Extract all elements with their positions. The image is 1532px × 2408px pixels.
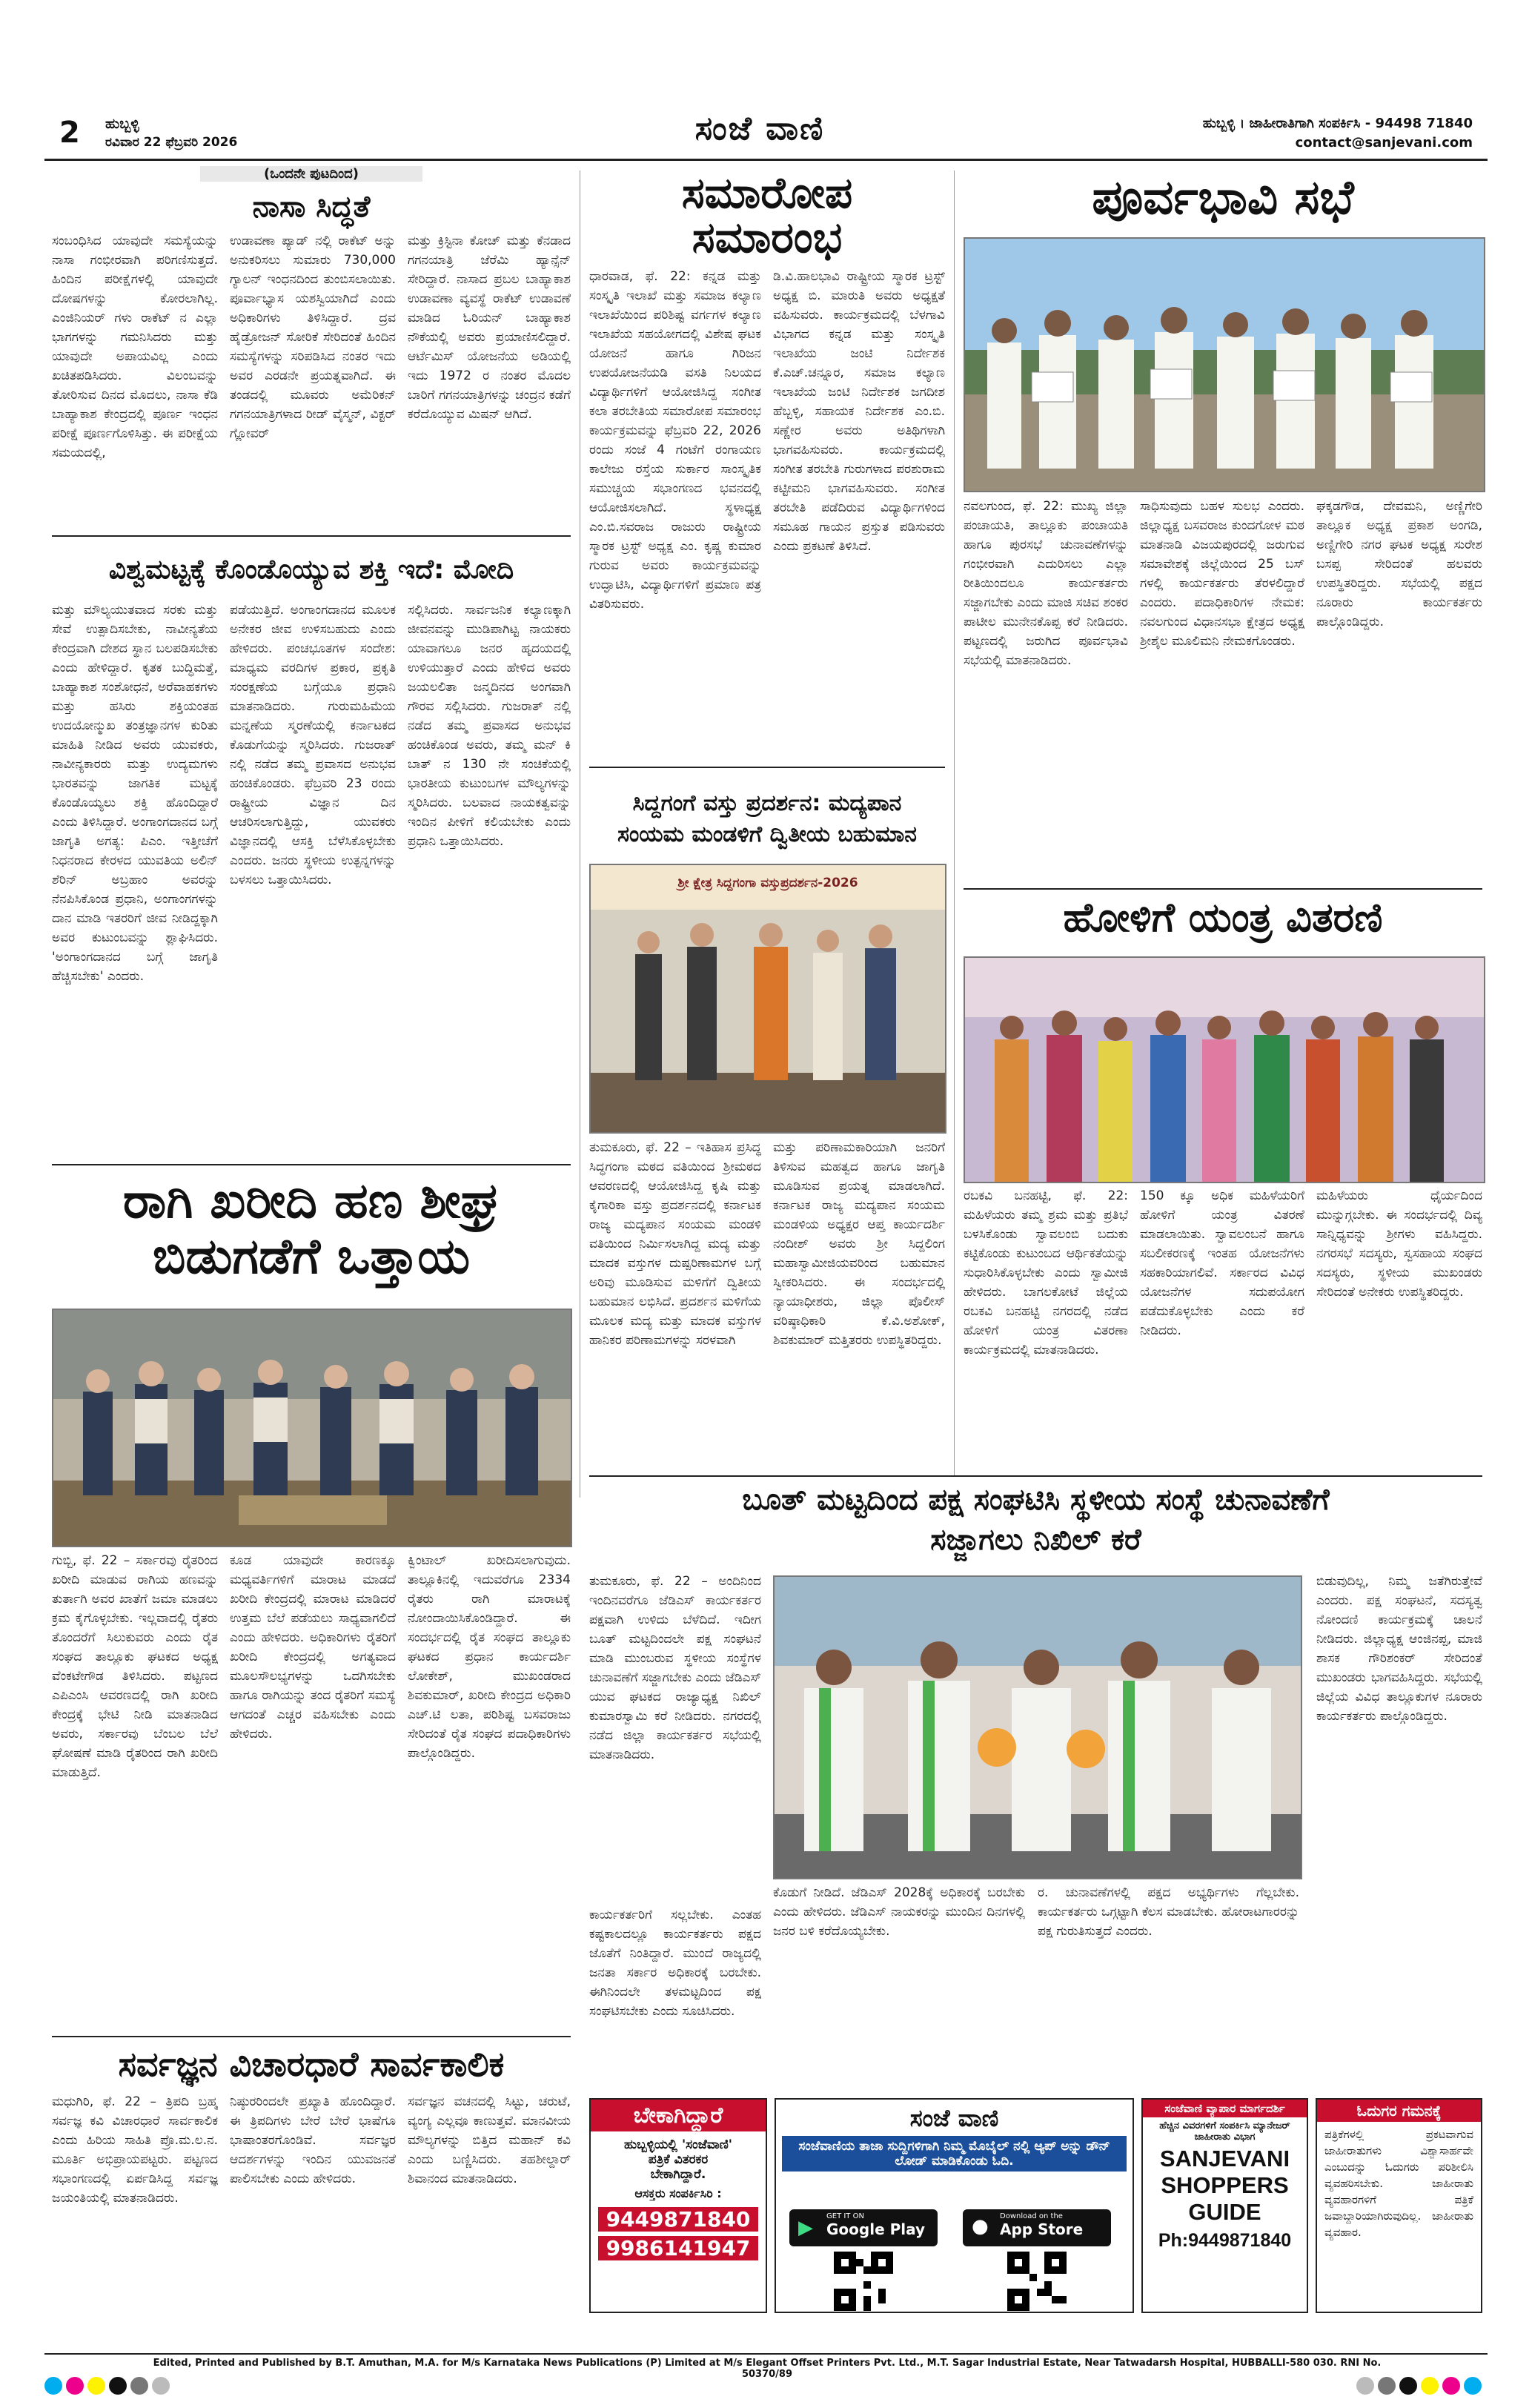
purvabhavi-col-1: ನವಲಗುಂದ, ಫೆ. 22: ಮುಖ್ಯ ಜಿಲ್ಲಾ ಪಂಚಾಯತಿ, ತಾಲ್ಲೂಕು ಪಂಚಾಯತಿ ಹಾಗೂ ಪುರಸಭೆ ಚುನಾವಣೆಗಳನ್ನು ಗಂಭೀರವಾಗಿ ಎದುರಿಸಲು ಎಲ್ಲಾ ರೀತಿಯಿಂದಲೂ ಕಾರ್ಯಕರ್ತರು ಸಜ್ಜಾಗಬೇಕು ಎಂದು ಮಾಜಿ ಸಚಿವ ಶಂಕರ ಪಾಟೀಲ ಮುನೇನಕೊಪ್ಪ ಕರೆ ನೀಡಿದರು. ಪಟ್ಟಣದಲ್ಲಿ ಜರುಗಿದ ಪೂರ್ವಭಾವಿ ಸಭೆಯಲ್ಲಿ ಮಾತನಾಡಿದರು.	[964, 499, 1128, 668]
google-play-label: Google Play	[826, 2220, 926, 2238]
ad-guide-phone[interactable]: Ph:9449871840	[1158, 2230, 1292, 2251]
holige-col-3: ಮಹಿಳೆಯರು ಧೈರ್ಯದಿಂದ ಮುನ್ನುಗ್ಗಬೇಕು. ಈ ಸಂದರ್ಭದಲ್ಲಿ ದಿವ್ಯ ಸಾನ್ನಿಧ್ಯವನ್ನು ಶ್ರೀಗಳು ವಹಿಸಿದ್ದರು. ನಗರಸಭೆ ಸದಸ್ಯರು, ಸ್ವಸಹಾಯ ಸಂಘದ ಸದಸ್ಯರು, ಸ್ಥಳೀಯ ಮುಖಂಡರು ಸೇರಿದಂತೆ ಅನೇಕರು ಉಪಸ್ಥಿತರಿದ್ದರು.	[1316, 1188, 1482, 1300]
nasa-col-1: ಸಂಬಂಧಿಸಿದ ಯಾವುದೇ ಸಮಸ್ಯೆಯನ್ನು ನಾಸಾ ಗಂಭೀರವಾಗಿ ಪರಿಗಣಿಸುತ್ತದೆ. ಹಿಂದಿನ ಪರೀಕ್ಷೆಗಳಲ್ಲಿ ಯಾವುದೇ ದೋಷಗಳನ್ನು ಕೋರಲಾಗಿಲ್ಲ. ಎಂಜಿನಿಯರ್ ಗಳು ರಾಕೆಟ್ ನ ಎಲ್ಲಾ ಭಾಗಗಳನ್ನು ಗಮನಿಸಿದರು ಮತ್ತು ಯಾವುದೇ ಅಪಾಯವಿಲ್ಲ ಎಂದು ಖಚಿತಪಡಿಸಿದರು. ವಿಲಂಬವನ್ನು ತೋರಿಸುವ ದಿನದ ಮೊದಲು, ನಾಸಾ ಕೆಡಿ ಬಾಹ್ಯಾಕಾಶ ಕೇಂದ್ರದಲ್ಲಿ ಪೂರ್ಣ ಇಂಧನ ಪರೀಕ್ಷೆ ಪೂರ್ಣಗೊಳಿಸಿತ್ತು. ಈ ಪರೀಕ್ಷೆಯ ಸಮಯದಲ್ಲಿ,	[52, 234, 218, 460]
modi-col-1: ಮತ್ತು ಮೌಲ್ಯಯುತವಾದ ಸರಕು ಮತ್ತು ಸೇವೆ ಉತ್ಪಾದಿಸಬೇಕು, ನಾವೀನ್ಯತೆಯ ಕೇಂದ್ರವಾಗಿ ದೇಶದ ಸ್ಥಾನ ಬಲಪಡಿಸಬೇಕು ಎಂದು ಹೇಳಿದ್ದಾರೆ. ಕೃತಕ ಬುದ್ಧಿಮತ್ತೆ, ಬಾಹ್ಯಾಕಾಶ ಸಂಶೋಧನೆ, ಅರೆವಾಹಕಗಳು ಮತ್ತು ಹಸಿರು ಶಕ್ತಿಯಂತಹ ಉದಯೋನ್ಮುಖ ತಂತ್ರಜ್ಞಾನಗಳ ಕುರಿತು ಮಾಹಿತಿ ನೀಡಿದ ಅವರು ಯುವಕರು, ನಾವೀನ್ಯಕಾರರು ಮತ್ತು ಉದ್ಯಮಗಳು ಭಾರತವನ್ನು ಜಾಗತಿಕ ಮಟ್ಟಕ್ಕೆ ಕೊಂಡೊಯ್ಯಲು ಶಕ್ತಿ ಹೊಂದಿದ್ದಾರೆ ಎಂದು ತಿಳಿಸಿದ್ದಾರೆ. ಅಂಗಾಂಗದಾನದ ಬಗ್ಗೆ ಜಾಗೃತಿ ಅಗತ್ಯ: ಪಿಎಂ. ಇತ್ತೀಚೆಗೆ ನಿಧನರಾದ ಕೇರಳದ ಯುವತಿಯ ಅಲಿನ್ ಶೆರಿನ್ ಅಬ್ರಹಾಂ ಅವರನ್ನು ನೆನಪಿಸಿಕೊಂಡ ಪ್ರಧಾನಿ, ಅಂಗಾಂಗಗಳನ್ನು ದಾನ ಮಾಡಿ ಇತರರಿಗೆ ಜೀವ ನೀಡಿದ್ದಕ್ಕಾಗಿ ಅವರ ಕುಟುಂಬವನ್ನು ಶ್ಲಾಘಿಸಿದರು. 'ಅಂಗಾಂಗದಾನದ ಬಗ್ಗೆ ಜಾಗೃತಿ ಹೆಚ್ಚಿಸಬೇಕು' ಎಂದರು.	[52, 603, 218, 984]
nasa-col-3: ಮತ್ತು ಕ್ರಿಸ್ಟಿನಾ ಕೋಚ್ ಮತ್ತು ಕೆನಡಾದ ಗಗನಯಾತ್ರಿ ಜೆರೆಮಿ ಹ್ಯಾನ್ಸೆನ್ ಸೇರಿದ್ದಾರೆ. ನಾಸಾದ ಪ್ರಬಲ ಬಾಹ್ಯಾಕಾಶ ಉಡಾವಣಾ ವ್ಯವಸ್ಥೆ ರಾಕೆಟ್ ಉಡಾವಣೆ ಮಾಡಿದ ಓರಿಯನ್ ಬಾಹ್ಯಾಕಾಶ ನೌಕೆಯಲ್ಲಿ ಅವರು ಪ್ರಯಾಣಿಸಲಿದ್ದಾರೆ. ಆರ್ಟೆಮಿಸ್ ಯೋಜನೆಯ ಅಡಿಯಲ್ಲಿ ಇದು 1972 ರ ನಂತರ ಮೊದಲ ಬಾರಿಗೆ ಗಗನಯಾತ್ರಿಗಳನ್ನು ಚಂದ್ರನ ಕಡೆಗೆ ಕರೆದೊಯ್ಯುವ ಮಿಷನ್ ಆಗಿದೆ.	[408, 234, 571, 422]
modi-title: ವಿಶ್ವಮಟ್ಟಕ್ಕೆ ಕೊಂಡೊಯ್ಯುವ ಶಕ್ತಿ ಇದೆ: ಮೋದಿ	[108, 555, 514, 585]
purvabhavi-col-3: ಘಕ್ಕಡಗೌಡ, ದೇವಮನಿ, ಅಣ್ಣಿಗೇರಿ ತಾಲ್ಲೂಕ ಅಧ್ಯಕ್ಷ ಪ್ರಕಾಶ ಅಂಗಡಿ, ಅಣ್ಣಿಗೇರಿ ನಗರ ಘಟಕ ಅಧ್ಯಕ್ಷ ಸುರೇಶ ಬಸಪ್ಪ ಸೇರಿದಂತೆ ಹಲವರು ಉಪಸ್ಥಿತರಿದ್ದರು. ಸಭೆಯಲ್ಲಿ ಪಕ್ಷದ ನೂರಾರು ಕಾರ್ಯಕರ್ತರು ಪಾಲ್ಗೊಂಡಿದ್ದರು.	[1316, 499, 1482, 629]
footer-rule	[44, 2353, 1488, 2355]
header	[44, 111, 1488, 156]
ragi-col-2: ಕೂಡ ಯಾವುದೇ ಕಾರಣಕ್ಕೂ ಮಧ್ಯವರ್ತಿಗಳಿಗೆ ಮಾರಾಟ ಮಾಡದೆ ಖರೀದಿ ಕೇಂದ್ರದಲ್ಲಿ ಮಾರಾಟ ಮಾಡಿದರೆ ಉತ್ತಮ ಬೆಲೆ ಪಡೆಯಲು ಸಾಧ್ಯವಾಗಲಿದೆ ಎಂದು ಹೇಳಿದರು. ಅಧಿಕಾರಿಗಳು ರೈತರಿಗೆ ಖರೀದಿ ಕೇಂದ್ರದಲ್ಲಿ ಅಗತ್ಯವಾದ ಮೂಲಸೌಲಭ್ಯಗಳನ್ನು ಒದಗಿಸಬೇಕು ಹಾಗೂ ರಾಗಿಯನ್ನು ತಂದ ರೈತರಿಗೆ ಸಮಸ್ಯೆ ಆಗದಂತೆ ಎಚ್ಚರ ವಹಿಸಬೇಕು ಎಂದು ಹೇಳಿದರು.	[230, 1553, 396, 1742]
ad-guide-line-3: GUIDE	[1188, 2199, 1261, 2225]
nasa-continued-label: (ಒಂದನೇ ಪುಟದಿಂದ)	[200, 166, 422, 182]
modi-col-3: ಸಲ್ಲಿಸಿದರು. ಸಾರ್ವಜನಿಕ ಕಲ್ಯಾಣಕ್ಕಾಗಿ ಜೀವನವನ್ನು ಮುಡಿಪಾಗಿಟ್ಟ ನಾಯಕರು ಯಾವಾಗಲೂ ಜನರ ಹೃದಯದಲ್ಲಿ ಉಳಿಯುತ್ತಾರೆ ಎಂದು ಹೇಳಿದ ಅವರು ಜಯಲಲಿತಾ ಜನ್ಮದಿನದ ಅಂಗವಾಗಿ ಗೌರವ ಸಲ್ಲಿಸಿದರು. ಗುಜರಾತ್ ನಲ್ಲಿ ನಡೆದ ತಮ್ಮ ಪ್ರವಾಸದ ಅನುಭವ ಹಂಚಿಕೊಂಡ ಅವರು, ತಮ್ಮ ಮನ್ ಕಿ ಬಾತ್ ನ 130 ನೇ ಸಂಚಿಕೆಯಲ್ಲಿ ಭಾರತೀಯ ಕುಟುಂಬಗಳ ಮೌಲ್ಯಗಳನ್ನು ಸ್ಮರಿಸಿದರು. ಬಲವಾದ ನಾಯಕತ್ವವನ್ನು ಇಂದಿನ ಪೀಳಿಗೆ ಕಲಿಯಬೇಕು ಎಂದು ಪ್ರಧಾನಿ ಒತ್ತಾಯಿಸಿದರು.	[408, 603, 571, 849]
header-email[interactable]: contact@sanjevani.com	[1295, 135, 1473, 150]
purvabhavi-col-2: ಸಾಧಿಸುವುದು ಬಹಳ ಸುಲಭ ಎಂದರು. ಜಿಲ್ಲಾಧ್ಯಕ್ಷ ಬಸವರಾಜ ಕುಂದಗೋಳ ಮಠ ಮಾತನಾಡಿ ವಿಜಯಪುರದಲ್ಲಿ ಜರುಗುವ ಸಮಾವೇಶಕ್ಕೆ ಜಿಲ್ಲೆಯಿಂದ 25 ಬಸ್ ಗಳಲ್ಲಿ ಕಾರ್ಯಕರ್ತರು ತೆರಳಲಿದ್ದಾರೆ ಎಂದರು. ಪದಾಧಿಕಾರಿಗಳ ನೇಮಕ: ನವಲಗುಂದ ವಿಧಾನಸಭಾ ಕ್ಷೇತ್ರದ ಅಧ್ಯಕ್ಷ ಶ್ರೀಶೈಲ ಮೂಲಿಮನಿ ನೇಮಕಗೊಂಡರು.	[1140, 499, 1304, 649]
holige-title: ಹೋಳಿಗೆ ಯಂತ್ರ ವಿತರಣಿ	[1063, 894, 1383, 941]
registration-marks-right	[1356, 2377, 1482, 2396]
purvabhavi-photo-image	[965, 239, 1484, 491]
nikhil-col-3: ಕೊಡುಗೆ ನೀಡಿದೆ. ಜೆಡಿಎಸ್ 2028ಕ್ಕೆ ಅಧಿಕಾರಕ್ಕೆ ಬರಬೇಕು ಎಂದು ಹೇಳಿದರು. ಜೆಡಿಎಸ್ ನಾಯಕರನ್ನು ಮುಂದಿನ ದಿನಗಳಲ್ಲಿ ಜನರ ಬಳಿ ಕರೆದೊಯ್ಯಬೇಕು.	[773, 1885, 1025, 1939]
samaropa-divider	[589, 767, 945, 768]
siddaganga-col-1: ತುಮಕೂರು, ಫೆ. 22 – ಇತಿಹಾಸ ಪ್ರಸಿದ್ಧ ಸಿದ್ಧಗಂಗಾ ಮಠದ ವತಿಯಿಂದ ಶ್ರೀಮಠದ ಆವರಣದಲ್ಲಿ ಆಯೋಜಿಸಿದ್ದ ಕೃಷಿ ಮತ್ತು ಕೈಗಾರಿಕಾ ವಸ್ತು ಪ್ರದರ್ಶನದಲ್ಲಿ ಕರ್ನಾಟಕ ರಾಜ್ಯ ಮದ್ಯಪಾನ ಸಂಯಮ ಮಂಡಳಿ ವತಿಯಿಂದ ನಿರ್ಮಿಸಲಾಗಿದ್ದ ಮದ್ಯ ಮತ್ತು ಮಾದಕ ವಸ್ತುಗಳ ದುಷ್ಪರಿಣಾಮಗಳ ಬಗ್ಗೆ ಅರಿವು ಮೂಡಿಸುವ ಮಳಿಗೆಗೆ ದ್ವಿತೀಯ ಬಹುಮಾನ ಲಭಿಸಿದೆ. ಪ್ರದರ್ಶನ ಮಳಿಗೆಯ ಮೂಲಕ ಮದ್ಯ ಮತ್ತು ಮಾದಕ ವಸ್ತುಗಳ ಹಾನಿಕರ ಪರಿಣಾಮಗಳನ್ನು ಸರಳವಾಗಿ	[589, 1140, 761, 1348]
ad-guide-head: ಸಂಜೆವಾಣಿ ವ್ಯಾಪಾರ ಮಾರ್ಗದರ್ಶಿ	[1143, 2100, 1307, 2117]
siddaganga-photo	[589, 864, 946, 1134]
holige-photo-image	[965, 958, 1484, 1182]
sarvajna-col-3: ಸರ್ವಜ್ಞನ ವಚನದಲ್ಲಿ ಸಿಟ್ಟು, ಚರುಟೆ, ವ್ಯಂಗ್ಯ ಎಲ್ಲವೂ ಕಾಣುತ್ತವೆ. ಮಾನವೀಯ ಮೌಲ್ಯಗಳನ್ನು ಬಿತ್ತಿದ ಮಹಾನ್ ಕವಿ ಎಂದು ಬಣ್ಣಿಸಿದರು. ತಹಶೀಲ್ದಾರ್ ಶಿವಾನಂದ ಮಾತನಾಡಿದರು.	[408, 2094, 571, 2186]
ad-app-download	[775, 2098, 1134, 2313]
samaropa-col-2: ಡಿ.ವಿ.ಹಾಲಭಾವಿ ರಾಷ್ಟ್ರೀಯ ಸ್ಮಾರಕ ಟ್ರಸ್ಟ್ ಅಧ್ಯಕ್ಷ ಬಿ. ಮಾರುತಿ ಅವರು ಅಧ್ಯಕ್ಷತೆ ವಹಿಸುವರು. ಕಾರ್ಯಕ್ರಮದಲ್ಲಿ ಬೆಳಗಾವಿ ವಿಭಾಗದ ಕನ್ನಡ ಮತ್ತು ಸಂಸ್ಕೃತಿ ಇಲಾಖೆಯ ಜಂಟಿ ನಿರ್ದೇಶಕ ಕೆ.ಎಚ್.ಚನ್ನೂರ, ಸಮಾಜ ಕಲ್ಯಾಣ ಇಲಾಖೆಯ ಜಂಟಿ ನಿರ್ದೇಶಕ ಜಗದೀಶ ಹೆಬ್ಬಳ್ಳಿ, ಸಹಾಯಕ ನಿರ್ದೇಶಕ ಎಂ.ಬಿ. ಸಣ್ಣೇರ ಅವರು ಅತಿಥಿಗಳಾಗಿ ಭಾಗವಹಿಸುವರು. ಕಾರ್ಯಕ್ರಮದಲ್ಲಿ ಸಂಗೀತ ತರಬೇತಿ ಗುರುಗಳಾದ ಪರಶುರಾಮ ಕಟ್ಟೀಮನಿ ಭಾಗವಹಿಸುವರು. ಸಂಗೀತ ತರಬೇತಿ ಪಡೆದಿರುವ ವಿದ್ಯಾರ್ಥಿಗಳಿಂದ ಸಮೂಹ ಗಾಯನ ಪ್ರಸ್ತುತ ಪಡಿಸುವರು ಎಂದು ಪ್ರಕಟಣೆ ತಿಳಿಸಿದೆ.	[773, 269, 945, 554]
ragi-col-3: ಕ್ವಿಂಟಾಲ್ ಖರೀದಿಸಲಾಗುವುದು. ತಾಲ್ಲೂಕಿನಲ್ಲಿ ಇದುವರೆಗೂ 2334 ರೈತರು ರಾಗಿ ಮಾರಾಟಕ್ಕೆ ನೋಂದಾಯಿಸಿಕೊಂಡಿದ್ದಾರೆ. ಈ ಸಂದರ್ಭದಲ್ಲಿ ರೈತ ಸಂಘದ ತಾಲ್ಲೂಕು ಘಟಕದ ಪ್ರಧಾನ ಕಾರ್ಯದರ್ಶಿ ಲೋಕೇಶ್, ಮುಖಂಡರಾದ ಶಿವಕುಮಾರ್, ಖರೀದಿ ಕೇಂದ್ರದ ಅಧಿಕಾರಿ ಎಚ್.ಟಿ ಲತಾ, ಪರಿಶಿಷ್ಟ ಬಸವರಾಜು ಸೇರಿದಂತೆ ರೈತ ಸಂಘದ ಪದಾಧಿಕಾರಿಗಳು ಪಾಲ್ಗೊಂಡಿದ್ದರು.	[408, 1553, 571, 1761]
header-ad-line: ಹುಬ್ಬಳ್ಳಿ । ಜಾಹೀರಾತಿಗಾಗಿ ಸಂಪರ್ಕಿಸಿ - 94498 71840	[1202, 116, 1473, 131]
holige-photo	[964, 956, 1485, 1183]
sarvajna-col-2: ನಿಷ್ಠುರರಿಂದಲೇ ಪ್ರಖ್ಯಾತಿ ಹೊಂದಿದ್ದಾರೆ. ಈ ತ್ರಿಪದಿಗಳು ಬೇರೆ ಬೇರೆ ಭಾಷೆಗೂ ಭಾಷಾಂತರಗೊಂಡಿವೆ. ಸರ್ವಜ್ಞರ ಆದರ್ಶಗಳನ್ನು ಇಂದಿನ ಯುವಜನತೆ ಪಾಲಿಸಬೇಕು ಎಂದು ಹೇಳಿದರು.	[230, 2094, 396, 2186]
registration-marks-left	[44, 2377, 170, 2396]
nikhil-top-rule	[589, 1475, 1482, 1477]
samaropa-title-line-2: ಸಮಾರಂಭ	[692, 212, 843, 262]
ad-wanted-line-4: ಆಸಕ್ತರು ಸಂಪರ್ಕಿಸಿರಿ :	[634, 2186, 722, 2200]
samaropa-col-1: ಧಾರವಾಡ, ಫೆ. 22: ಕನ್ನಡ ಮತ್ತು ಸಂಸ್ಕೃತಿ ಇಲಾಖೆ ಮತ್ತು ಸಮಾಜ ಕಲ್ಯಾಣ ಇಲಾಖೆಯಿಂದ ಪರಿಶಿಷ್ಟ ವರ್ಗಗಳ ಕಲ್ಯಾಣ ಇಲಾಖೆಯ ಸಹಯೋಗದಲ್ಲಿ ವಿಶೇಷ ಘಟಕ ಯೋಜನೆ ಹಾಗೂ ಗಿರಿಜನ ಉಪಯೋಜನೆಯಡಿ ವಸತಿ ನಿಲಯದ ವಿದ್ಯಾರ್ಥಿಗಳಿಗೆ ಆಯೋಜಿಸಿದ್ದ ಸಂಗೀತ ಕಲಾ ತರಬೇತಿಯ ಸಮಾರೋಪ ಸಮಾರಂಭ ಕಾರ್ಯಕ್ರಮವನ್ನು ಫೆಬ್ರವರಿ 22, 2026 ರಂದು ಸಂಜೆ 4 ಗಂಟೆಗೆ ರಂಗಾಯಣ ಕಾಲೇಜು ರಸ್ತೆಯ ಸುರ್ಕಾರ ಸಾಂಸ್ಕೃತಿಕ ಸಮುಚ್ಚಯ ಸಭಾಂಗಣದ ಭವನದಲ್ಲಿ ಆಯೋಜಿಸಲಾಗಿದೆ. ಸ್ಥಳಾಧ್ಯಕ್ಷ ಎಂ.ಬಿ.ಸವರಾಜ ರಾಜುರು ರಾಷ್ಟ್ರೀಯ ಸ್ಮಾರಕ ಟ್ರಸ್ಟ್ ಅಧ್ಯಕ್ಷ ಎಂ. ಕೃಷ್ಣ ಕುಮಾರ ಗುರುವ ಅವರು ಕಾರ್ಯಕ್ರಮವನ್ನು ಉದ್ಘಾಟಿಸಿ, ವಿದ್ಯಾರ್ಥಿಗಳಿಗೆ ಪ್ರಮಾಣ ಪತ್ರ ವಿತರಿಸುವರು.	[589, 269, 761, 612]
play-store-icon: ▶	[798, 2217, 813, 2239]
apple-icon: ●	[972, 2215, 989, 2237]
ad-guide-text: ಹೆಚ್ಚಿನ ವಿವರಗಳಿಗೆ ಸಂಪರ್ಕಿಸಿ ಮ್ಯಾನೇಜರ್ ಜಾಹೀರಾತು ವಿಭಾಗ	[1159, 2120, 1290, 2143]
header-rule	[44, 159, 1488, 161]
ragi-photo-image	[53, 1310, 571, 1546]
ad-reader-notice	[1316, 2098, 1482, 2313]
ragi-title-line-1: ರಾಗಿ ಖರೀದಿ ಹಣ ಶೀಘ್ರ	[123, 1172, 500, 1229]
ad-app-text: ಸಂಜೆವಾಣಿಯ ತಾಜಾ ಸುದ್ದಿಗಳಿಗಾಗಿ ನಿಮ್ಮ ಮೊಬೈಲ್ ನಲ್ಲಿ ಆ್ಯಪ್ ಅನ್ನು ಡೌನ್ ಲೋಡ್ ಮಾಡಿಕೊಂಡು ಓದಿ.	[782, 2136, 1127, 2172]
purvabhavi-title: ಪೂರ್ವಭಾವಿ ಸಭೆ	[1092, 171, 1354, 225]
nasa-title: ನಾಸಾ ಸಿದ್ಧತೆ	[252, 190, 371, 224]
nikhil-title-line-1: ಬೂತ್ ಮಟ್ಟದಿಂದ ಪಕ್ಷ ಸಂಘಟಿಸಿ ಸ್ಥಳೀಯ ಸಂಸ್ಥೆ ಚುನಾವಣೆಗೆ	[742, 1483, 1330, 1517]
ad-shoppers-guide	[1141, 2098, 1308, 2313]
nikhil-col-1: ತುಮಕೂರು, ಫೆ. 22 – ಅಂದಿನಿಂದ ಇಂದಿನವರೆಗೂ ಜೆಡಿಎಸ್ ಕಾರ್ಯಕರ್ತರ ಪಕ್ಷವಾಗಿ ಉಳಿದು ಬೆಳೆದಿದೆ. ಇದೀಗ ಬೂತ್ ಮಟ್ಟದಿಂದಲೇ ಪಕ್ಷ ಸಂಘಟನೆ ಮಾಡಿ ಮುಂಬರುವ ಸ್ಥಳೀಯ ಸಂಸ್ಥೆಗಳ ಚುನಾವಣೆಗೆ ಸಜ್ಜಾಗಬೇಕು ಎಂದು ಜೆಡಿಎಸ್ ಯುವ ಘಟಕದ ರಾಜ್ಯಾಧ್ಯಕ್ಷ ನಿಖಿಲ್ ಕುಮಾರಸ್ವಾಮಿ ಕರೆ ನೀಡಿದರು. ನಗರದಲ್ಲಿ ನಡೆದ ಜಿಲ್ಲಾ ಕಾರ್ಯಕರ್ತರ ಸಭೆಯಲ್ಲಿ ಮಾತನಾಡಿದರು.	[589, 1574, 761, 1762]
nasa-divider	[52, 535, 571, 537]
footer-imprint: Edited, Printed and Published by B.T. Amuthan, M.A. for M/s Karnataka News Publications (P) Limited at M/s Elegant Offset Printers Pvt. Ltd., M.T. Sagar Industrial Estate, Near Tatwadarsh Hospital, HUBBALLI-580 030. RNI No. 50370/89	[153, 2358, 1382, 2380]
masthead-logo	[637, 110, 882, 151]
sarvajna-col-1: ಮಧುಗಿರಿ, ಫೆ. 22 – ತ್ರಿಪದಿ ಬ್ರಹ್ಮ ಸರ್ವಜ್ಞ ಕವಿ ವಿಚಾರಧಾರೆ ಸಾರ್ವಕಾಲಿಕ ಎಂದು ಹಿರಿಯ ಸಾಹಿತಿ ಪ್ರೊ.ಮ.ಲ.ನ. ಮೂರ್ತಿ ಅಭಿಪ್ರಾಯಪಟ್ಟರು. ಪಟ್ಟಣದ ಸಭಾಂಗಣದಲ್ಲಿ ಏರ್ಪಡಿಸಿದ್ದ ಸರ್ವಜ್ಞ ಜಯಂತಿಯಲ್ಲಿ ಮಾತನಾಡಿದರು.	[52, 2094, 218, 2206]
ragi-photo	[52, 1309, 572, 1547]
siddaganga-banner: ಶ್ರೀ ಕ್ಷೇತ್ರ ಸಿದ್ದಗಂಗಾ ವಸ್ತುಪ್ರದರ್ಶನ-2026	[677, 876, 858, 890]
ad-wanted-line-1: ಹುಬ್ಬಳ್ಳಿಯಲ್ಲಿ 'ಸಂಜೆವಾಣಿ'	[624, 2137, 732, 2152]
siddaganga-photo-image	[591, 865, 945, 1132]
qr-code-android[interactable]	[834, 2252, 893, 2311]
samaropa-title-line-1: ಸಮಾರೋಪ	[681, 168, 853, 218]
ad-notice-text: ಪತ್ರಿಕೆಗಳಲ್ಲಿ ಪ್ರಕಟವಾಗುವ ಜಾಹೀರಾತುಗಳು ವಿಶ್ವಾಸಾರ್ಹವೇ ಎಂಬುದನ್ನು ಓದುಗರು ಪರಿಶೀಲಿಸಿ ವ್ಯವಹರಿಸಬೇಕು. ಜಾಹೀರಾತು ವ್ಯವಹಾರಗಳಿಗೆ ಪತ್ರಿಕೆ ಜವಾಬ್ದಾರಿಯಾಗಿರುವುದಿಲ್ಲ. ಜಾಹೀರಾತು ವ್ಯವಹಾರ.	[1324, 2128, 1473, 2239]
nikhil-col-5: ಬಿಡುವುದಿಲ್ಲ, ನಿಮ್ಮ ಜತೆಗಿರುತ್ತೇವೆ ಎಂದರು. ಪಕ್ಷ ಸಂಘಟನೆ, ಸದಸ್ಯತ್ವ ನೋಂದಣಿ ಕಾರ್ಯಕ್ರಮಕ್ಕೆ ಚಾಲನೆ ನೀಡಿದರು. ಜಿಲ್ಲಾಧ್ಯಕ್ಷ ಆಂಜಿನಪ್ಪ, ಮಾಜಿ ಶಾಸಕ ಗೌರಿಶಂಕರ್ ಸೇರಿದಂತೆ ಮುಖಂಡರು ಭಾಗವಹಿಸಿದ್ದರು. ಸಭೆಯಲ್ಲಿ ಜಿಲ್ಲೆಯ ವಿವಿಧ ತಾಲ್ಲೂಕುಗಳ ನೂರಾರು ಕಾರ್ಯಕರ್ತರು ಪಾಲ್ಗೊಂಡಿದ್ದರು.	[1316, 1574, 1482, 1724]
modi-divider	[52, 1164, 571, 1165]
ragi-col-1: ಗುಬ್ಬಿ, ಫೆ. 22 – ಸರ್ಕಾರವು ರೈತರಿಂದ ಖರೀದಿ ಮಾಡುವ ರಾಗಿಯ ಹಣವನ್ನು ತುರ್ತಾಗಿ ಅವರ ಖಾತೆಗೆ ಜಮಾ ಮಾಡಲು ಕ್ರಮ ಕೈಗೊಳ್ಳಬೇಕು. ಇಲ್ಲವಾದಲ್ಲಿ ರೈತರು ತೊಂದರೆಗೆ ಸಿಲುಕುವರು ಎಂದು ರೈತ ಸಂಘದ ತಾಲ್ಲೂಕು ಘಟಕದ ಅಧ್ಯಕ್ಷ ವೆಂಕಟೇಗೌಡ ತಿಳಿಸಿದರು. ಪಟ್ಟಣದ ಎಪಿಎಂಸಿ ಆವರಣದಲ್ಲಿ ರಾಗಿ ಖರೀದಿ ಕೇಂದ್ರಕ್ಕೆ ಭೇಟಿ ನೀಡಿ ಮಾತನಾಡಿದ ಅವರು, ಸರ್ಕಾರವು ಬೆಂಬಲ ಬೆಲೆ ಘೋಷಣೆ ಮಾಡಿ ರೈತರಿಂದ ರಾಗಿ ಖರೀದಿ ಮಾಡುತ್ತಿದೆ.	[52, 1553, 218, 1780]
nikhil-col-2: ಕಾರ್ಯಕರ್ತರಿಗೆ ಸಲ್ಲಬೇಕು. ಎಂತಹ ಕಷ್ಟಕಾಲದಲ್ಲೂ ಕಾರ್ಯಕರ್ತರು ಪಕ್ಷದ ಜೊತೆಗೆ ನಿಂತಿದ್ದಾರೆ. ಮುಂದೆ ರಾಜ್ಯದಲ್ಲಿ ಜನತಾ ಸರ್ಕಾರ ಅಧಿಕಾರಕ್ಕೆ ಬರಬೇಕು. ಈಗಿನಿಂದಲೇ ತಳಮಟ್ಟದಿಂದ ಪಕ್ಷ ಸಂಘಟಿಸಬೇಕು ಎಂದು ಸೂಚಿಸಿದರು.	[589, 1908, 761, 2019]
app-store-label: App Store	[1000, 2220, 1084, 2238]
qr-code-ios[interactable]	[1007, 2252, 1067, 2311]
page-number: 2	[59, 116, 80, 150]
masthead-text: ಸಂಜೆ ವಾಣಿ	[694, 110, 825, 148]
ad-guide-line-2: SHOPPERS	[1161, 2172, 1289, 2198]
purvabhavi-divider	[964, 888, 1482, 890]
ad-wanted-line-2: ಪತ್ರಿಕೆ ವಿತರಕರ	[648, 2152, 709, 2167]
ad-notice-title: ಓದುಗರ ಗಮನಕ್ಕೆ	[1317, 2100, 1481, 2122]
ad-wanted-phone-2[interactable]: 9986141947	[598, 2236, 758, 2260]
nikhil-photo-image	[775, 1577, 1301, 1878]
ad-app-masthead: ಸಂಜೆ ವಾಣಿ	[909, 2104, 999, 2132]
ad-wanted-phone-1[interactable]: 9449871840	[598, 2207, 758, 2232]
nikhil-title-line-2: ಸಜ್ಜಾಗಲು ನಿಖಿಲ್ ಕರೆ	[930, 1523, 1141, 1557]
siddaganga-title-line-2: ಸಂಯಮ ಮಂಡಳಿಗೆ ದ್ವಿತೀಯ ಬಹುಮಾನ	[617, 821, 917, 847]
nikhil-photo	[773, 1575, 1302, 1879]
modi-col-2: ಪಡೆಯುತ್ತಿದೆ. ಅಂಗಾಂಗದಾನದ ಮೂಲಕ ಅನೇಕರ ಜೀವ ಉಳಿಸಬಹುದು ಎಂದು ಹೇಳಿದರು. ಪಂಚಭೂತಗಳ ಸಂದೇಶ: ಮಾಧ್ಯಮ ವರದಿಗಳ ಪ್ರಕಾರ, ಪ್ರಕೃತಿ ಸಂರಕ್ಷಣೆಯ ಬಗ್ಗೆಯೂ ಪ್ರಧಾನಿ ಮಾತನಾಡಿದರು. ಗುರುಮಹಿಮೆಯ ಮನ್ನಣೆಯ ಸ್ಮರಣೆಯಲ್ಲಿ ಕರ್ನಾಟಕದ ಕೊಡುಗೆಯನ್ನು ಸ್ಮರಿಸಿದರು. ಗುಜರಾತ್ ನಲ್ಲಿ ನಡೆದ ತಮ್ಮ ಪ್ರವಾಸದ ಅನುಭವ ಹಂಚಿಕೊಂಡರು. ಫೆಬ್ರವರಿ 23 ರಂದು ರಾಷ್ಟ್ರೀಯ ವಿಜ್ಞಾನ ದಿನ ಆಚರಿಸಲಾಗುತ್ತಿದ್ದು, ಯುವಕರು ವಿಜ್ಞಾನದಲ್ಲಿ ಆಸಕ್ತಿ ಬೆಳೆಸಿಕೊಳ್ಳಬೇಕು ಎಂದರು. ಜನರು ಸ್ಥಳೀಯ ಉತ್ಪನ್ನಗಳನ್ನು ಬಳಸಲು ಒತ್ತಾಯಿಸಿದರು.	[230, 603, 396, 887]
ad-wanted	[589, 2098, 767, 2313]
holige-col-2: 150 ಕ್ಕೂ ಅಧಿಕ ಮಹಿಳೆಯರಿಗೆ ಹೋಳಿಗೆ ಯಂತ್ರ ವಿತರಣೆ ಮಾಡಲಾಯಿತು. ಸ್ವಾವಲಂಬನೆ ಹಾಗೂ ಸಬಲೀಕರಣಕ್ಕೆ ಇಂತಹ ಯೋಜನೆಗಳು ಸಹಕಾರಿಯಾಗಲಿವೆ. ಸರ್ಕಾರದ ವಿವಿಧ ಯೋಜನೆಗಳ ಸದುಪಯೋಗ ಪಡೆದುಕೊಳ್ಳಬೇಕು ಎಂದು ಕರೆ ನೀಡಿದರು.	[1140, 1188, 1304, 1338]
header-date: ರವಿವಾರ 22 ಫೆಬ್ರವರಿ 2026	[105, 135, 238, 150]
ragi-title-line-2: ಬಿಡುಗಡೆಗೆ ಒತ್ತಾಯ	[152, 1228, 471, 1285]
google-play-small: GET IT ON	[826, 2212, 864, 2220]
column-divider-right	[954, 171, 955, 1475]
purvabhavi-photo	[964, 237, 1485, 492]
sarvajna-title: ಸರ್ವಜ್ಞನ ವಿಚಾರಧಾರೆ ಸಾರ್ವಕಾಲಿಕ	[118, 2044, 505, 2084]
ad-wanted-title: ಬೇಕಾಗಿದ್ದಾರೆ	[591, 2100, 766, 2131]
ad-wanted-line-3: ಬೇಕಾಗಿದ್ದಾರೆ.	[650, 2167, 706, 2182]
app-store-badge[interactable]	[963, 2209, 1111, 2246]
google-play-badge[interactable]	[789, 2209, 938, 2246]
siddaganga-col-2: ಮತ್ತು ಪರಿಣಾಮಕಾರಿಯಾಗಿ ಜನರಿಗೆ ತಿಳಿಸುವ ಮಹತ್ವದ ಹಾಗೂ ಜಾಗೃತಿ ಮೂಡಿಸುವ ಪ್ರಯತ್ನ ಮಾಡಲಾಗಿದೆ. ಕರ್ನಾಟಕ ರಾಜ್ಯ ಮದ್ಯಪಾನ ಸಂಯಮ ಮಂಡಳಿಯ ಅಧ್ಯಕ್ಷರ ಆಪ್ತ ಕಾರ್ಯದರ್ಶಿ ನಂದೀಶ್ ಅವರು ಶ್ರೀ ಸಿದ್ದಲಿಂಗ ಮಹಾಸ್ವಾಮೀಜಿಯವರಿಂದ ಬಹುಮಾನ ಸ್ವೀಕರಿಸಿದರು. ಈ ಸಂದರ್ಭದಲ್ಲಿ ನ್ಯಾಯಾಧೀಶರು, ಜಿಲ್ಲಾ ಪೊಲೀಸ್ ವರಿಷ್ಠಾಧಿಕಾರಿ ಕೆ.ವಿ.ಅಶೋಕ್, ಶಿವಕುಮಾರ್ ಮತ್ತಿತರರು ಉಪಸ್ಥಿತರಿದ್ದರು.	[773, 1140, 945, 1348]
nikhil-col-4: ರ. ಚುನಾವಣೆಗಳಲ್ಲಿ ಪಕ್ಷದ ಅಭ್ಯರ್ಥಿಗಳು ಗೆಲ್ಲಬೇಕು. ಕಾರ್ಯಕರ್ತರು ಒಗ್ಗಟ್ಟಾಗಿ ಕೆಲಸ ಮಾಡಬೇಕು. ಹೋರಾಟಗಾರರನ್ನು ಪಕ್ಷ ಗುರುತಿಸುತ್ತದೆ ಎಂದರು.	[1038, 1885, 1299, 1939]
header-city: ಹುಬ್ಬಳ್ಳಿ	[105, 116, 139, 132]
ad-guide-line-1: SANJEVANI	[1159, 2146, 1290, 2172]
ragi-divider	[52, 2036, 571, 2037]
siddaganga-title-line-1: ಸಿದ್ದಗಂಗೆ ವಸ್ತು ಪ್ರದರ್ಶನ: ಮದ್ಯಪಾನ	[632, 790, 902, 816]
nasa-col-2: ಉಡಾವಣಾ ಪ್ಯಾಡ್ ನಲ್ಲಿ ರಾಕೆಟ್ ಅನ್ನು ಅನುಕರಿಸಲು ಸುಮಾರು 730,000 ಗ್ಯಾಲನ್ ಇಂಧನದಿಂದ ತುಂಬಿಸಲಾಯಿತು. ಪೂರ್ವಾಭ್ಯಾಸ ಯಶಸ್ವಿಯಾಗಿದೆ ಎಂದು ಅಧಿಕಾರಿಗಳು ತಿಳಿಸಿದ್ದಾರೆ. ದ್ರವ ಹೈಡ್ರೋಜನ್ ಸೋರಿಕೆ ಸೇರಿದಂತೆ ಹಿಂದಿನ ಸಮಸ್ಯೆಗಳನ್ನು ಸರಿಪಡಿಸಿದ ನಂತರ ಇದು ಅವರ ಎರಡನೇ ಪ್ರಯತ್ನವಾಗಿದೆ. ಈ ತಂಡದಲ್ಲಿ ಮೂವರು ಅಮೆರಿಕನ್ ಗಗನಯಾತ್ರಿಗಳಾದ ರೀಡ್ ವೈಸ್ಮನ್, ವಿಕ್ಟರ್ ಗ್ಲೋವರ್	[230, 234, 396, 441]
app-store-small: Download on the	[1000, 2212, 1063, 2220]
holige-col-1: ರಬಕವಿ ಬನಹಟ್ಟಿ, ಫೆ. 22: ಮಹಿಳೆಯರು ತಮ್ಮ ಶ್ರಮ ಮತ್ತು ಪ್ರತಿಭೆ ಬಳಸಿಕೊಂಡು ಸ್ವಾವಲಂಬಿ ಬದುಕು ಕಟ್ಟಿಕೊಂಡು ಕುಟುಂಬದ ಆರ್ಥಿಕತೆಯನ್ನು ಸುಧಾರಿಸಿಕೊಳ್ಳಬೇಕು ಎಂದು ಸ್ವಾಮೀಜಿ ಹೇಳಿದರು. ಬಾಗಲಕೋಟೆ ಜಿಲ್ಲೆಯ ರಬಕವಿ ಬನಹಟ್ಟಿ ನಗರದಲ್ಲಿ ನಡೆದ ಹೋಳಿಗೆ ಯಂತ್ರ ವಿತರಣಾ ಕಾರ್ಯಕ್ರಮದಲ್ಲಿ ಮಾತನಾಡಿದರು.	[964, 1188, 1128, 1357]
